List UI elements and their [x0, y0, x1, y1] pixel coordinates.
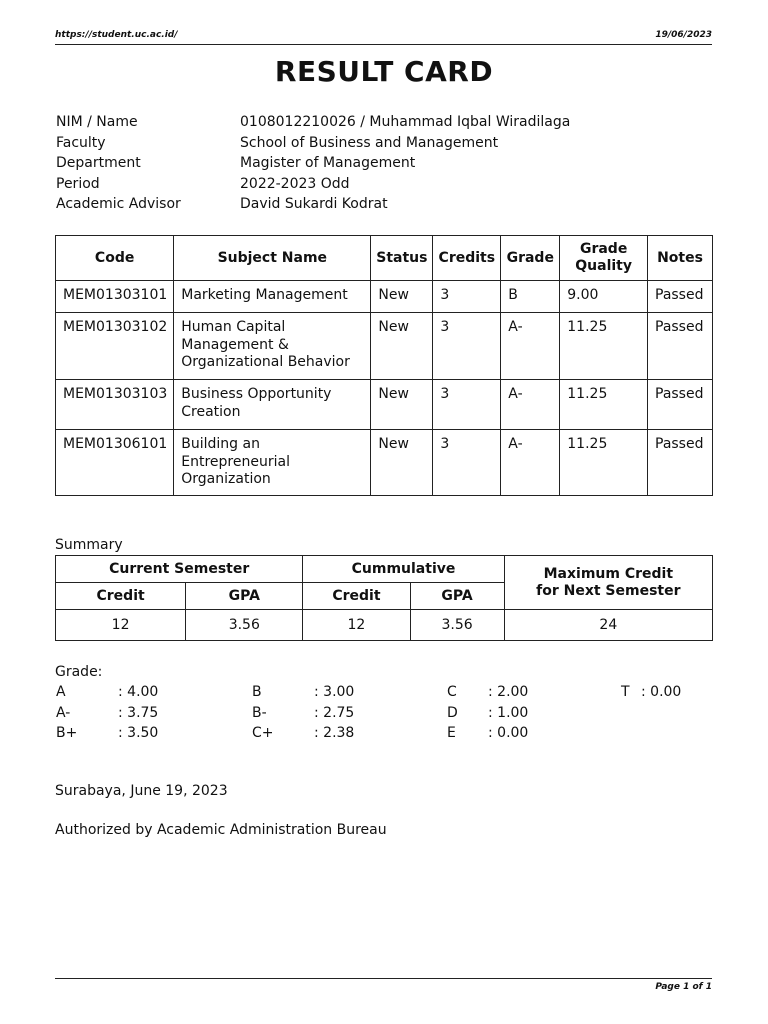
table-cell: MEM01306101: [56, 430, 174, 496]
grade-value: : 3.75: [118, 705, 159, 721]
max-credit-label: Maximum Credit for Next Semester: [536, 565, 681, 599]
grade-value: : 2.00: [488, 684, 529, 700]
table-cell: 3: [433, 281, 501, 313]
table-cell: 11.25: [560, 380, 648, 430]
column-header: Subject Name: [174, 236, 371, 281]
table-cell: Business Opportunity Creation: [174, 380, 371, 430]
column-header: Code: [56, 236, 174, 281]
info-key: Academic Advisor: [56, 196, 181, 212]
grade-letter: B: [252, 684, 262, 700]
grade-letter: C: [447, 684, 457, 700]
info-value: School of Business and Management: [240, 134, 499, 151]
student-info: [56, 114, 570, 217]
credit-header: Credit: [56, 583, 186, 610]
column-header: Grade Quality: [560, 236, 648, 281]
page-header: [55, 30, 712, 45]
cumulative-header: Cummulative: [303, 556, 504, 583]
table-cell: New: [371, 281, 433, 313]
info-key: Department: [56, 155, 141, 171]
grade-value: : 2.38: [314, 725, 355, 741]
grade-value: : 3.00: [314, 684, 355, 700]
table-cell: 3: [433, 430, 501, 496]
column-header: Credits: [433, 236, 501, 281]
page-footer: [55, 978, 712, 992]
info-key: Faculty: [56, 134, 106, 151]
table-row: [56, 281, 713, 313]
table-cell: A-: [501, 380, 560, 430]
grade-letter: T: [621, 684, 630, 700]
cumulative-credit: 12: [303, 610, 410, 641]
grade-letter: E: [447, 725, 456, 741]
table-cell: A-: [501, 313, 560, 380]
column-header: Notes: [648, 236, 713, 281]
grade-value: : 0.00: [488, 725, 529, 741]
grade-value: : 1.00: [488, 705, 529, 721]
grade-value: : 2.75: [314, 705, 355, 721]
grade-letter: B+: [56, 725, 78, 741]
info-value: David Sukardi Kodrat: [240, 196, 388, 212]
info-value: Magister of Management: [240, 155, 416, 171]
grade-value: : 0.00: [641, 684, 682, 700]
place-date: Surabaya, June 19, 2023: [55, 783, 228, 799]
table-cell: 3: [433, 380, 501, 430]
info-key: Period: [56, 175, 100, 192]
current-gpa: 3.56: [186, 610, 303, 641]
table-cell: Building an Entrepreneurial Organization: [174, 430, 371, 496]
table-row: [56, 430, 713, 496]
max-credit-header: [504, 556, 712, 610]
info-key: NIM / Name: [56, 114, 138, 130]
grade-letter: B-: [252, 705, 267, 721]
table-cell: New: [371, 380, 433, 430]
table-cell: Passed: [648, 281, 713, 313]
table-header-row: [56, 236, 713, 281]
table-cell: Passed: [648, 313, 713, 380]
table-cell: Marketing Management: [174, 281, 371, 313]
grade-scale-label: Grade:: [55, 664, 103, 680]
table-row: [56, 313, 713, 380]
table-cell: New: [371, 430, 433, 496]
page-title: RESULT CARD: [274, 55, 494, 88]
info-value: 2022-2023 Odd: [240, 175, 350, 192]
table-cell: A-: [501, 430, 560, 496]
summary-label: Summary: [55, 537, 123, 553]
gpa-header: GPA: [186, 583, 303, 610]
header-date: 19/06/2023: [655, 30, 712, 40]
table-cell: New: [371, 313, 433, 380]
grade-value: : 4.00: [118, 684, 159, 700]
credit-header: Credit: [303, 583, 410, 610]
column-header: Grade: [501, 236, 560, 281]
table-cell: MEM01303101: [56, 281, 174, 313]
table-cell: 3: [433, 313, 501, 380]
current-credit: 12: [56, 610, 186, 641]
table-cell: 11.25: [560, 430, 648, 496]
grade-letter: C+: [252, 725, 274, 741]
grade-letter: A-: [56, 705, 71, 721]
max-credit-value: 24: [504, 610, 712, 641]
grade-letter: A: [56, 684, 66, 700]
table-cell: Human Capital Management & Organizational Behavior: [174, 313, 371, 380]
header-url: https://student.uc.ac.id/: [55, 30, 178, 40]
authorized-by: Authorized by Academic Administration Bureau: [55, 822, 387, 838]
table-cell: Passed: [648, 430, 713, 496]
table-cell: MEM01303102: [56, 313, 174, 380]
cumulative-gpa: 3.56: [410, 610, 504, 641]
table-cell: Passed: [648, 380, 713, 430]
table-cell: 9.00: [560, 281, 648, 313]
table-cell: 11.25: [560, 313, 648, 380]
page-number: Page 1 of 1: [655, 982, 712, 992]
gpa-header: GPA: [410, 583, 504, 610]
current-semester-header: Current Semester: [56, 556, 303, 583]
table-row: [56, 380, 713, 430]
table-cell: MEM01303103: [56, 380, 174, 430]
column-header: Status: [371, 236, 433, 281]
info-value: 0108012210026 / Muhammad Iqbal Wiradilaga: [240, 114, 571, 130]
table-cell: B: [501, 281, 560, 313]
summary-table: [55, 555, 713, 641]
subjects-table: [55, 235, 713, 496]
grade-value: : 3.50: [118, 725, 159, 741]
grade-letter: D: [447, 705, 458, 721]
